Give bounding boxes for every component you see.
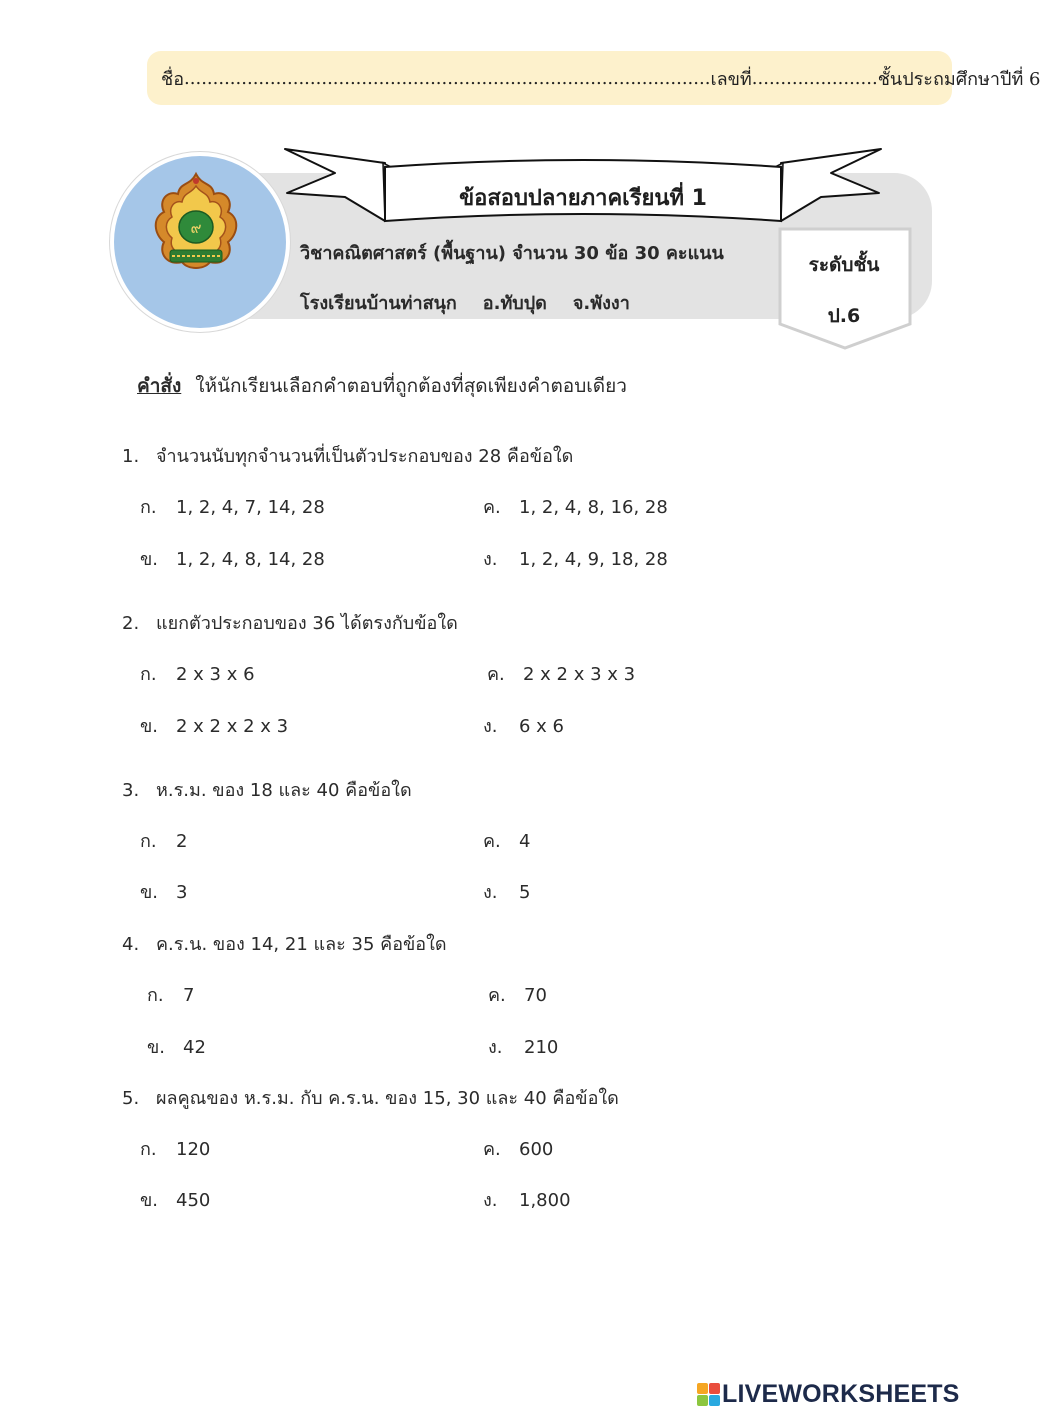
instruction (137, 371, 627, 401)
choice-mark: ค. (487, 664, 505, 685)
liveworksheets-icon (697, 1383, 720, 1406)
school-line (300, 288, 656, 317)
choice-4a[interactable] (147, 980, 194, 1009)
choice-1b[interactable] (140, 544, 325, 573)
choice-1a[interactable] (140, 492, 325, 521)
choice-mark: ง. (488, 1037, 503, 1058)
choice-text: 600 (519, 1139, 554, 1160)
level-label: ระดับชั้น (808, 254, 880, 276)
liveworksheets-logo[interactable] (697, 1379, 960, 1409)
choice-text: 3 (176, 882, 188, 903)
choice-2c[interactable] (487, 659, 635, 688)
question-number: 1. (122, 446, 140, 467)
choice-2b[interactable] (140, 711, 288, 740)
question-number: 3. (122, 780, 140, 801)
choice-4d[interactable] (488, 1032, 558, 1061)
choice-mark: ง. (483, 882, 498, 903)
question-text: แยกตัวประกอบของ 36 ได้ตรงกับข้อใด (156, 613, 458, 634)
choice-text: 1, 2, 4, 8, 14, 28 (176, 549, 325, 570)
school-name: โรงเรียนบ้านท่าสนุก (300, 293, 457, 314)
choice-mark: ง. (483, 1190, 498, 1211)
question-1 (122, 441, 573, 470)
number-label: เลขที่ (710, 68, 752, 90)
grade-text: ชั้นประถมศึกษาปีที่ 6 (877, 68, 1041, 90)
brand-square-green (697, 1395, 708, 1406)
question-4 (122, 929, 447, 958)
choice-mark: ค. (483, 497, 501, 518)
choice-5a[interactable] (140, 1134, 210, 1163)
choice-mark: ค. (483, 831, 501, 852)
choice-3a[interactable] (140, 826, 187, 855)
brand-square-red (709, 1383, 720, 1394)
subject-line: วิชาคณิตศาสตร์ (พื้นฐาน) จำนวน 30 ข้อ 30 คะแนน (300, 243, 724, 264)
name-label: ชื่อ (161, 68, 185, 90)
svg-text:๙: ๙ (190, 219, 202, 237)
choice-text: 2 x 2 x 2 x 3 (176, 716, 289, 737)
province-name: จ.พังงา (572, 293, 630, 314)
question-text: จำนวนนับทุกจำนวนที่เป็นตัวประกอบของ 28 คือข้อใด (156, 446, 574, 467)
instruction-text: ให้นักเรียนเลือกคำตอบที่ถูกต้องที่สุดเพียงคำตอบเดียว (195, 375, 627, 397)
student-info-bar (147, 51, 1041, 105)
choice-1d[interactable] (483, 544, 668, 573)
choice-mark: ข. (147, 1037, 166, 1058)
question-2 (122, 608, 458, 637)
question-3 (122, 775, 412, 804)
choice-1c[interactable] (483, 492, 668, 521)
choice-4c[interactable] (488, 980, 547, 1009)
choice-text: 210 (524, 1037, 559, 1058)
choice-mark: ง. (483, 549, 498, 570)
choice-text: 2 (176, 831, 188, 852)
brand-square-blue (709, 1395, 720, 1406)
choice-text: 42 (183, 1037, 206, 1058)
choice-text: 450 (176, 1190, 211, 1211)
brand-square-orange (697, 1383, 708, 1394)
choice-text: 120 (176, 1139, 211, 1160)
level-badge (777, 226, 913, 352)
choice-text: 4 (519, 831, 531, 852)
school-emblem-icon (150, 172, 242, 272)
instruction-lead: คำสั่ง (137, 375, 182, 397)
choice-mark: ข. (140, 1190, 159, 1211)
choice-text: 2 x 2 x 3 x 3 (523, 664, 636, 685)
choice-mark: ค. (483, 1139, 501, 1160)
name-blank[interactable]: ............................................................................................ (184, 67, 711, 89)
choice-mark: ก. (140, 497, 157, 518)
choice-3d[interactable] (483, 877, 530, 906)
choice-mark: ข. (140, 716, 159, 737)
question-number: 5. (122, 1088, 140, 1109)
choice-mark: ง. (483, 716, 498, 737)
choice-mark: ค. (488, 985, 506, 1006)
brand-text: LIVEWORKSHEETS (722, 1379, 960, 1408)
choice-mark: ก. (140, 1139, 157, 1160)
choice-mark: ก. (140, 664, 157, 685)
choice-2a[interactable] (140, 659, 255, 688)
choice-5d[interactable] (483, 1185, 571, 1214)
question-text: ผลคูณของ ห.ร.ม. กับ ค.ร.น. ของ 15, 30 และ 40 คือข้อใด (156, 1088, 619, 1109)
choice-mark: ก. (140, 831, 157, 852)
choice-2d[interactable] (483, 711, 564, 740)
choice-3c[interactable] (483, 826, 530, 855)
exam-title: ข้อสอบปลายภาคเรียนที่ 1 (459, 186, 707, 211)
choice-mark: ข. (140, 549, 159, 570)
question-5 (122, 1083, 619, 1112)
level-value: ป.6 (827, 305, 861, 327)
choice-mark: ข. (140, 882, 159, 903)
choice-4b[interactable] (147, 1032, 206, 1061)
choice-text: 1, 2, 4, 8, 16, 28 (519, 497, 668, 518)
choice-text: 6 x 6 (519, 716, 564, 737)
district-name: อ.ทับปุด (482, 293, 547, 314)
choice-text: 5 (519, 882, 531, 903)
choice-5b[interactable] (140, 1185, 210, 1214)
choice-3b[interactable] (140, 877, 187, 906)
choice-text: 1, 2, 4, 9, 18, 28 (519, 549, 668, 570)
question-text: ค.ร.น. ของ 14, 21 และ 35 คือข้อใด (156, 934, 447, 955)
choice-text: 70 (524, 985, 547, 1006)
question-number: 2. (122, 613, 140, 634)
choice-mark: ก. (147, 985, 164, 1006)
question-number: 4. (122, 934, 140, 955)
choice-text: 1, 2, 4, 7, 14, 28 (176, 497, 325, 518)
question-text: ห.ร.ม. ของ 18 และ 40 คือข้อใด (156, 780, 412, 801)
choice-text: 1,800 (519, 1190, 571, 1211)
choice-text: 7 (183, 985, 195, 1006)
number-blank[interactable]: ...................... (751, 67, 878, 89)
choice-5c[interactable] (483, 1134, 553, 1163)
choice-text: 2 x 3 x 6 (176, 664, 255, 685)
